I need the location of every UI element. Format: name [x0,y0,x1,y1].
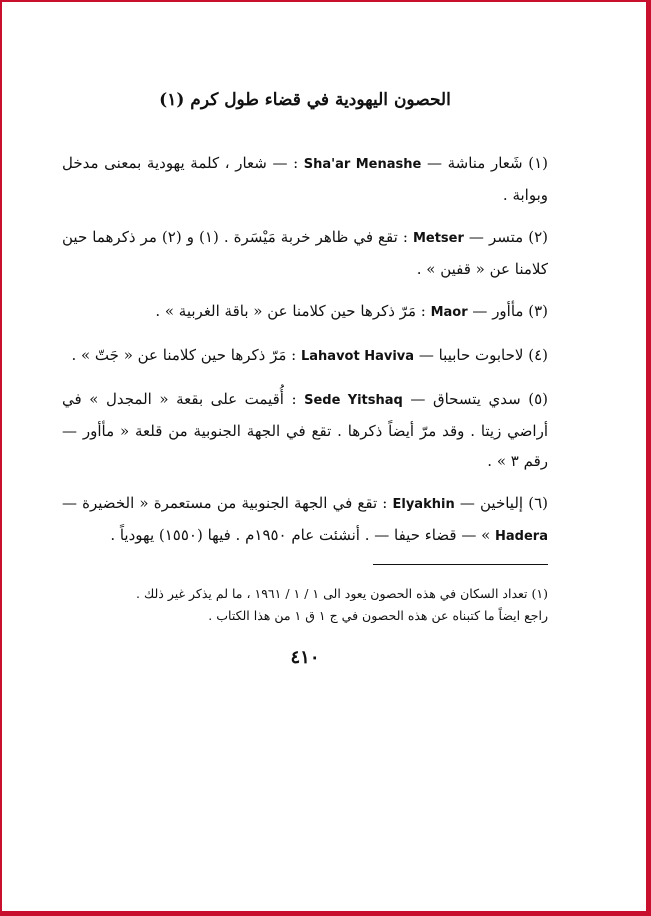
footnote-2: راجع ايضاً ما كتبناه عن هذه الحصون في ج ١ ق ١ من هذا الكتاب . [208,608,548,623]
entry-6 [62,488,548,552]
latin-name: Sha'ar Menashe [303,157,422,172]
footnote-1: (١) تعداد السكان في هذه الحصون يعود الى ١ / ١ / ١٩٦١ ، ما لم يذكر غير ذلك . [136,586,548,601]
latin-name: Elyakhin [392,497,455,512]
footnote-divider [373,564,548,565]
entry-3 [62,296,548,328]
entry-2 [62,222,548,284]
entry-5 [62,384,548,476]
entry-text: (٣) مأأور — [467,302,548,320]
document-page [62,90,548,668]
latin-name: Sede Yitshaq [304,393,403,408]
entry-text: : مَرّ ذكرها حين كلامنا عن « جَتّ » . [71,346,301,364]
entry-text: » — قضاء حيفا — . أنشئت عام ١٩٥٠م . فيها (١٥٥٠) يهودياً . [110,526,496,544]
page-title: الحصون اليهودية في قضاء طول كرم (١) [159,90,451,110]
entry-text: (٥) سدي يتسحاق — [402,390,548,408]
entry-text: (٢) متسر — [463,228,549,246]
entry-text: : تقع في ظاهر خربة مَيْسَرة . (١) و (٢) مر ذكرهما حين كلامنا عن « قفين » . [62,228,548,278]
entry-text: : — شعار ، كلمة يهودية بمعنى مدخل وبوابة . [62,154,548,204]
latin-name: Maor [430,305,468,320]
entry-1 [62,148,548,210]
entry-text: (٦) إلياخين — [454,494,548,512]
latin-name: Hadera [495,529,548,544]
entry-text: (١) شَعار مناشة — [421,154,548,172]
entry-text: : تقع في الجهة الجنوبية من مستعمرة « الخضيرة — [62,494,393,512]
page-number: ٤١٠ [290,647,320,668]
entry-text: (٤) لاحابوت حابيبا — [414,346,548,364]
latin-name: Metser [412,231,464,246]
entry-text: : مَرّ ذكرها حين كلامنا عن « باقة الغربية » . [155,302,431,320]
entry-4 [62,340,548,372]
entry-text: : أُقيمت على بقعة « المجدل » في أراضي زيتا . وقد مرّ أيضاً ذكرها . تقع في الجهة الجنوبية من قلعة « مأأور — رقم ٣ » . [62,390,548,470]
latin-name: Lahavot Haviva [301,349,415,364]
